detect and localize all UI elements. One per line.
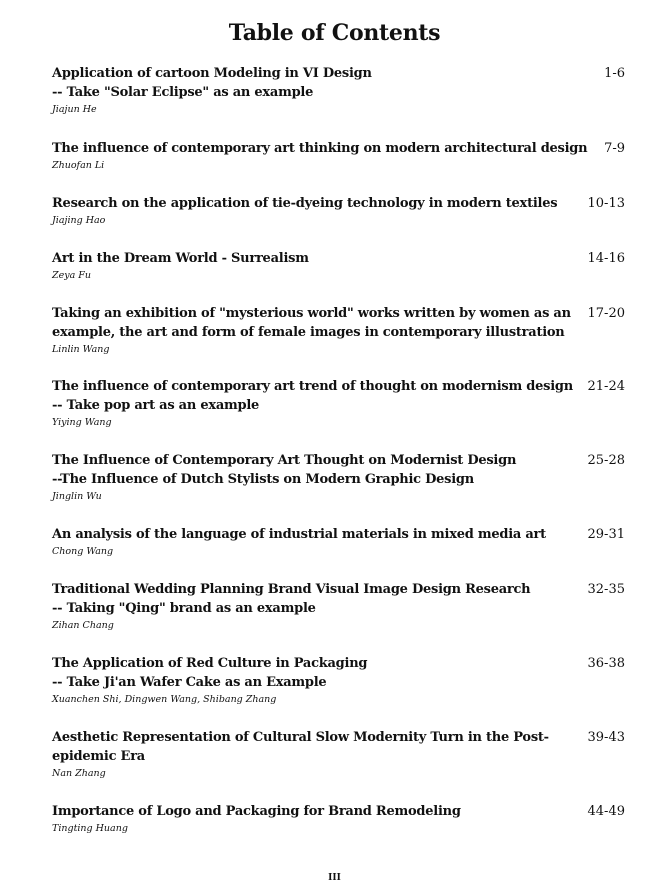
entry-title-line: The Influence of Contemporary Art Thought on Modernist Design: [52, 453, 517, 468]
page-number: III: [328, 873, 341, 883]
entry-authors: Chong Wang: [52, 546, 114, 557]
toc-entry: [52, 802, 625, 836]
entry-title: [52, 451, 530, 489]
entry-title: [52, 580, 530, 618]
entry-title: [52, 728, 549, 766]
toc-entry: [52, 451, 625, 504]
entry-title-line: Application of cartoon Modeling in VI Design: [52, 66, 372, 81]
entry-page-range: 14-16: [587, 251, 625, 266]
entry-page-range: 10-13: [587, 196, 625, 211]
toc-entry: [52, 139, 625, 173]
entry-title: [52, 802, 530, 821]
entry-authors: Yiying Wang: [52, 417, 112, 428]
entry-title-line: Taking an exhibition of "mysterious world" works written by women as an: [52, 306, 571, 321]
entry-title-line: --The Influence of Dutch Stylists on Modern Graphic Design: [52, 472, 474, 487]
entry-authors: Jiajun He: [52, 104, 97, 115]
entry-title-line: -- Take pop art as an example: [52, 398, 260, 413]
entry-authors: Zihan Chang: [52, 620, 114, 631]
entry-page-range: 39-43: [587, 730, 625, 745]
entry-title-line: Traditional Wedding Planning Brand Visual Image Design Research: [52, 582, 531, 597]
entry-title-line: The influence of contemporary art trend of thought on modernism design: [52, 379, 573, 394]
entry-page-range: 21-24: [587, 379, 625, 394]
entry-title: [52, 249, 530, 268]
entry-title-line: The influence of contemporary art thinking on modern architectural design: [52, 141, 588, 156]
toc-entry: [52, 580, 625, 633]
entry-title-line: An analysis of the language of industrial materials in mixed media art: [52, 527, 546, 542]
entry-title-line: Aesthetic Representation of Cultural Slow Modernity Turn in the Post-: [52, 730, 549, 745]
toc-entry: [52, 525, 625, 559]
entry-authors: Linlin Wang: [52, 344, 110, 355]
entry-page-range: 17-20: [587, 306, 625, 321]
entry-page-range: 36-38: [587, 656, 625, 671]
entry-title-line: Research on the application of tie-dyeing technology in modern textiles: [52, 196, 558, 211]
entry-title-line: Art in the Dream World - Surrealism: [52, 251, 309, 266]
entry-authors: Zhuofan Li: [52, 160, 105, 171]
entry-title-line: example, the art and form of female images in contemporary illustration: [52, 325, 565, 340]
entry-page-range: 1-6: [604, 66, 625, 81]
entry-page-range: 32-35: [587, 582, 625, 597]
entry-title-line: -- Take "Solar Eclipse" as an example: [52, 85, 314, 100]
entry-page-range: 29-31: [587, 527, 625, 542]
entry-authors: Jiajing Hao: [52, 215, 106, 226]
entry-title-line: -- Take Ji'an Wafer Cake as an Example: [52, 675, 327, 690]
entry-title-line: Importance of Logo and Packaging for Brand Remodeling: [52, 804, 461, 819]
toc-entry: [52, 249, 625, 283]
entry-title-line: The Application of Red Culture in Packaging: [52, 656, 368, 671]
entry-page-range: 7-9: [604, 141, 625, 156]
entry-page-range: 44-49: [587, 804, 625, 819]
toc-entry: [52, 377, 625, 430]
toc-entry: [52, 64, 625, 117]
entry-authors: Xuanchen Shi, Dingwen Wang, Shibang Zhang: [52, 694, 277, 705]
entry-page-range: 25-28: [587, 453, 625, 468]
entry-authors: Zeya Fu: [52, 270, 91, 281]
toc-entry: [52, 654, 625, 707]
entry-title: [52, 525, 546, 544]
toc-entry: [52, 304, 625, 357]
entry-authors: Nan Zhang: [52, 768, 106, 779]
entry-title-line: epidemic Era: [52, 749, 145, 764]
entry-title-line: -- Taking "Qing" brand as an example: [52, 601, 316, 616]
toc-title: Table of Contents: [228, 20, 441, 46]
toc-entry: [52, 194, 625, 228]
entry-title: [52, 377, 573, 415]
entry-authors: Jinglin Wu: [52, 491, 102, 502]
entry-authors: Tingting Huang: [52, 823, 128, 834]
toc-entry: [52, 728, 625, 781]
entry-title: [52, 139, 588, 158]
entry-title: [52, 64, 530, 102]
entry-title: [52, 654, 530, 692]
entry-title: [52, 304, 571, 342]
entry-title: [52, 194, 558, 213]
